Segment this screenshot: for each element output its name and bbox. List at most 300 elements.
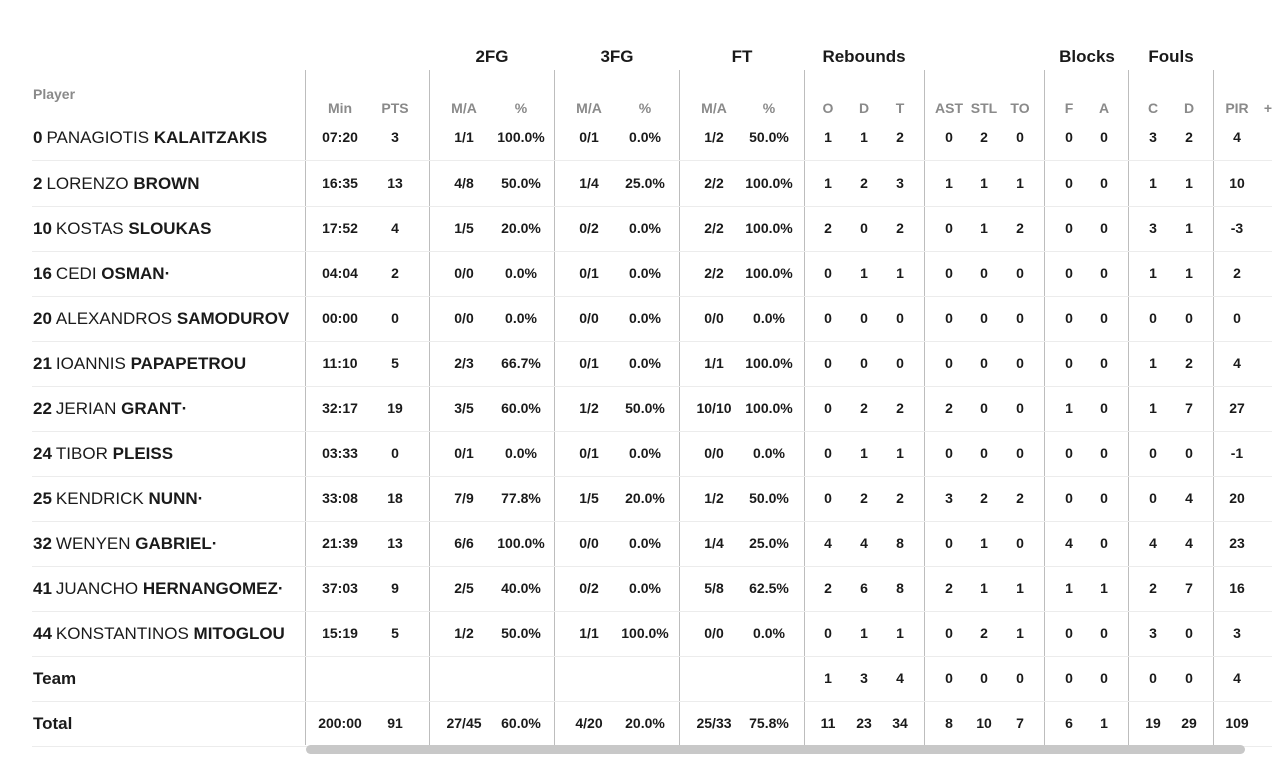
player-name-link[interactable] bbox=[33, 251, 170, 296]
player-number: 25 bbox=[33, 489, 52, 508]
stat-cell: 1 bbox=[1016, 175, 1024, 191]
stat-cell: 100.0% bbox=[745, 175, 793, 191]
stat-cell: 2/3 bbox=[454, 355, 474, 371]
stat-cell: 50.0% bbox=[749, 129, 789, 145]
stat-cell: 03:33 bbox=[322, 445, 358, 461]
stat-cell: 0.0% bbox=[753, 445, 785, 461]
starter-marker: · bbox=[164, 264, 171, 283]
stat-cell: 2 bbox=[980, 129, 988, 145]
stat-cell: 0.0% bbox=[753, 625, 785, 641]
stat-cell: 0 bbox=[824, 355, 832, 371]
player-name-link[interactable] bbox=[33, 296, 289, 341]
stat-cell: 0 bbox=[824, 310, 832, 326]
stat-cell: 10 bbox=[976, 715, 992, 731]
stat-cell: 0 bbox=[1065, 265, 1073, 281]
stat-cell: 3 bbox=[1233, 625, 1241, 641]
team-row bbox=[32, 656, 1272, 702]
stat-cell: 1 bbox=[980, 535, 988, 551]
stat-cell: 4 bbox=[1233, 670, 1241, 686]
stat-cell: 100.0% bbox=[745, 220, 793, 236]
stat-cell: 100.0% bbox=[497, 535, 545, 551]
stat-cell: 1 bbox=[1185, 175, 1193, 191]
stat-cell: 1 bbox=[860, 129, 868, 145]
stat-cell: 3 bbox=[1149, 129, 1157, 145]
stat-cell: 2 bbox=[945, 580, 953, 596]
stat-cell: 1 bbox=[896, 445, 904, 461]
stat-cell: 1 bbox=[1185, 265, 1193, 281]
horizontal-scrollbar[interactable] bbox=[306, 745, 1245, 754]
player-last-name: HERNANGOMEZ bbox=[142, 579, 278, 598]
stat-cell: 4 bbox=[1233, 129, 1241, 145]
player-name-link[interactable] bbox=[33, 206, 211, 251]
player-last-name: BROWN bbox=[133, 174, 200, 193]
column-header: AST bbox=[935, 100, 963, 116]
stat-cell: -1 bbox=[1230, 445, 1244, 461]
column-header: F bbox=[1064, 100, 1074, 116]
stat-cell: 0 bbox=[1100, 175, 1108, 191]
stat-cell: 109 bbox=[1225, 715, 1249, 731]
stat-cell: 4 bbox=[1065, 535, 1073, 551]
stat-cell: 0 bbox=[945, 445, 953, 461]
group-header-fouls: Fouls bbox=[1148, 47, 1194, 66]
stat-cell: 4 bbox=[1185, 535, 1193, 551]
stat-cell: 0 bbox=[1100, 129, 1108, 145]
player-number: 22 bbox=[33, 399, 52, 418]
player-number: 21 bbox=[33, 354, 52, 373]
stat-cell: 0 bbox=[860, 355, 868, 371]
stat-cell: 1 bbox=[1149, 355, 1157, 371]
stat-cell: 0 bbox=[1149, 670, 1157, 686]
stat-cell: 0 bbox=[980, 670, 988, 686]
stat-cell: 0 bbox=[1016, 355, 1024, 371]
stat-cell: 0 bbox=[1065, 670, 1073, 686]
stat-cell: 0 bbox=[1016, 265, 1024, 281]
stat-cell: 0 bbox=[824, 265, 832, 281]
stat-cell: 0 bbox=[1233, 310, 1241, 326]
player-number: 41 bbox=[33, 579, 52, 598]
stat-cell: 0/1 bbox=[579, 445, 599, 461]
stat-cell: 7 bbox=[1185, 580, 1193, 596]
stat-cell: 0 bbox=[980, 310, 988, 326]
stat-cell: 25/33 bbox=[696, 715, 732, 731]
player-last-name: PAPAPETROU bbox=[130, 354, 247, 373]
stat-cell: 0.0% bbox=[505, 265, 537, 281]
stat-cell: 50.0% bbox=[501, 175, 541, 191]
stat-cell: 2/2 bbox=[704, 265, 724, 281]
stat-cell: 1 bbox=[1149, 400, 1157, 416]
table-row bbox=[32, 431, 1272, 477]
stat-cell: 0.0% bbox=[629, 445, 661, 461]
stat-cell: 40.0% bbox=[501, 580, 541, 596]
stat-cell: 2 bbox=[980, 490, 988, 506]
player-first-name: WENYEN bbox=[55, 534, 131, 553]
stat-cell: 0 bbox=[945, 265, 953, 281]
stat-cell: 100.0% bbox=[745, 400, 793, 416]
stat-cell: 2 bbox=[945, 400, 953, 416]
stat-cell: 0 bbox=[945, 670, 953, 686]
stat-cell: 2 bbox=[896, 220, 904, 236]
player-first-name: PANAGIOTIS bbox=[46, 128, 150, 147]
stat-cell: 4 bbox=[860, 535, 868, 551]
player-number: 10 bbox=[33, 219, 52, 238]
stat-cell: 1/4 bbox=[704, 535, 724, 551]
player-last-name: SAMODUROV bbox=[176, 309, 290, 328]
stat-cell: 0 bbox=[1065, 129, 1073, 145]
stat-cell: 0 bbox=[1100, 310, 1108, 326]
table-row bbox=[32, 611, 1272, 657]
player-name-link[interactable] bbox=[33, 566, 284, 611]
stat-cell: 33:08 bbox=[322, 490, 358, 506]
player-last-name: KALAITZAKIS bbox=[153, 128, 268, 147]
stat-cell: 3 bbox=[945, 490, 953, 506]
stat-cell: 2 bbox=[1016, 490, 1024, 506]
stat-cell: 19 bbox=[1145, 715, 1161, 731]
team-label: Team bbox=[33, 669, 77, 688]
column-header: D bbox=[1183, 100, 1195, 116]
group-header-3fg: 3FG bbox=[600, 47, 634, 66]
starter-marker: · bbox=[197, 489, 204, 508]
table-row bbox=[32, 476, 1272, 522]
stat-cell: 5 bbox=[391, 355, 399, 371]
stat-cell: 07:20 bbox=[322, 129, 358, 145]
stat-cell: 1 bbox=[1016, 625, 1024, 641]
group-header-rebounds: Rebounds bbox=[822, 47, 906, 66]
stat-cell: 0 bbox=[1100, 670, 1108, 686]
stat-cell: 3/5 bbox=[454, 400, 474, 416]
stat-cell: 29 bbox=[1181, 715, 1197, 731]
stat-cell: 0 bbox=[1149, 490, 1157, 506]
column-header: C bbox=[1147, 100, 1159, 116]
stat-cell: 23 bbox=[856, 715, 872, 731]
stat-cell: 77.8% bbox=[501, 490, 541, 506]
stat-cell: 66.7% bbox=[501, 355, 541, 371]
stat-cell: 0.0% bbox=[505, 310, 537, 326]
stat-cell: 1 bbox=[980, 175, 988, 191]
stat-cell: 19 bbox=[387, 400, 403, 416]
player-number: 2 bbox=[33, 174, 43, 193]
player-last-name: PLEISS bbox=[112, 444, 174, 463]
stat-cell: 1 bbox=[1065, 400, 1073, 416]
stat-cell: 23 bbox=[1229, 535, 1245, 551]
column-header: O bbox=[822, 100, 834, 116]
stat-cell: 0 bbox=[1065, 310, 1073, 326]
stat-cell: 100.0% bbox=[497, 129, 545, 145]
stat-cell: 4/8 bbox=[454, 175, 474, 191]
stat-cell: 10/10 bbox=[696, 400, 732, 416]
stat-cell: 62.5% bbox=[749, 580, 789, 596]
column-header: A bbox=[1098, 100, 1110, 116]
stat-cell: 11:10 bbox=[322, 355, 358, 371]
stat-cell: 2 bbox=[860, 400, 868, 416]
stat-cell: 2 bbox=[1233, 265, 1241, 281]
stat-cell: 1 bbox=[980, 580, 988, 596]
player-first-name: KOSTAS bbox=[55, 219, 124, 238]
column-header: % bbox=[762, 100, 776, 116]
stat-cell: 0 bbox=[1100, 490, 1108, 506]
player-last-name: GABRIEL bbox=[135, 534, 212, 553]
group-header-ft: FT bbox=[731, 47, 753, 66]
stat-cell: 4 bbox=[1233, 355, 1241, 371]
stat-cell: 3 bbox=[896, 175, 904, 191]
stat-cell: 0 bbox=[391, 310, 399, 326]
stat-cell: 18 bbox=[387, 490, 403, 506]
stat-cell: 37:03 bbox=[322, 580, 358, 596]
stat-cell: -3 bbox=[1230, 220, 1244, 236]
stat-cell: 50.0% bbox=[749, 490, 789, 506]
stat-cell: 100.0% bbox=[745, 265, 793, 281]
stat-cell: 0 bbox=[1065, 220, 1073, 236]
stat-cell: 3 bbox=[1149, 220, 1157, 236]
stat-cell: 0/0 bbox=[454, 265, 474, 281]
column-header: + bbox=[1263, 100, 1273, 116]
stat-cell: 0 bbox=[980, 400, 988, 416]
stat-cell: 0 bbox=[1149, 310, 1157, 326]
player-name-link[interactable] bbox=[33, 521, 217, 566]
stat-cell: 0 bbox=[1100, 265, 1108, 281]
stat-cell: 16:35 bbox=[322, 175, 358, 191]
stat-cell: 04:04 bbox=[322, 265, 358, 281]
stat-cell: 20.0% bbox=[625, 490, 665, 506]
stat-cell: 1 bbox=[824, 670, 832, 686]
player-name-link[interactable] bbox=[33, 341, 246, 386]
table-row bbox=[32, 341, 1272, 387]
stat-cell: 0 bbox=[860, 220, 868, 236]
stat-cell: 7/9 bbox=[454, 490, 474, 506]
starter-marker: · bbox=[277, 579, 284, 598]
stat-cell: 100.0% bbox=[745, 355, 793, 371]
player-first-name: IOANNIS bbox=[55, 354, 126, 373]
stat-cell: 2 bbox=[896, 490, 904, 506]
player-last-name: GRANT bbox=[121, 399, 182, 418]
player-name-link[interactable] bbox=[33, 431, 173, 476]
stat-cell: 50.0% bbox=[501, 625, 541, 641]
stat-cell: 1 bbox=[860, 265, 868, 281]
stat-cell: 4 bbox=[1149, 535, 1157, 551]
stat-cell: 1/1 bbox=[454, 129, 474, 145]
starter-marker: · bbox=[211, 534, 218, 553]
stat-cell: 0.0% bbox=[629, 310, 661, 326]
stat-cell: 27 bbox=[1229, 400, 1245, 416]
stat-cell: 0 bbox=[824, 625, 832, 641]
stat-cell: 0 bbox=[1100, 400, 1108, 416]
stat-cell: 9 bbox=[391, 580, 399, 596]
stat-cell: 0 bbox=[980, 445, 988, 461]
player-last-name: MITOGLOU bbox=[193, 624, 285, 643]
stat-cell: 60.0% bbox=[501, 400, 541, 416]
stat-cell: 5/8 bbox=[704, 580, 724, 596]
stat-cell: 0 bbox=[1016, 670, 1024, 686]
stat-cell: 1 bbox=[896, 625, 904, 641]
stat-cell: 25.0% bbox=[625, 175, 665, 191]
stat-cell: 4/20 bbox=[575, 715, 603, 731]
stat-cell: 0 bbox=[945, 220, 953, 236]
stat-cell: 8 bbox=[896, 580, 904, 596]
stat-cell: 0 bbox=[860, 310, 868, 326]
stat-cell: 1/4 bbox=[579, 175, 599, 191]
column-header: Min bbox=[327, 100, 353, 116]
stat-cell: 13 bbox=[387, 535, 403, 551]
stat-cell: 1 bbox=[1016, 580, 1024, 596]
table-row bbox=[32, 386, 1272, 432]
stat-cell: 2 bbox=[391, 265, 399, 281]
stat-cell: 0 bbox=[824, 490, 832, 506]
stat-cell: 0 bbox=[896, 355, 904, 371]
player-number: 16 bbox=[33, 264, 52, 283]
player-header: Player bbox=[33, 86, 76, 102]
table-row bbox=[32, 206, 1272, 252]
stat-cell: 0 bbox=[896, 310, 904, 326]
stat-cell: 0.0% bbox=[629, 580, 661, 596]
stat-cell: 20 bbox=[1229, 490, 1245, 506]
stat-cell: 0 bbox=[1065, 445, 1073, 461]
stat-cell: 2 bbox=[1149, 580, 1157, 596]
column-header: PIR bbox=[1225, 100, 1249, 116]
player-first-name: JERIAN bbox=[55, 399, 117, 418]
stat-cell: 0/1 bbox=[454, 445, 474, 461]
stat-cell: 2 bbox=[1185, 129, 1193, 145]
stat-cell: 0 bbox=[1065, 355, 1073, 371]
stat-cell: 1/1 bbox=[704, 355, 724, 371]
total-row bbox=[32, 701, 1272, 747]
table-row bbox=[32, 521, 1272, 567]
stat-cell: 0 bbox=[1100, 535, 1108, 551]
column-header: M/A bbox=[451, 100, 477, 116]
stat-cell: 27/45 bbox=[446, 715, 482, 731]
player-number: 20 bbox=[33, 309, 52, 328]
player-name-link[interactable] bbox=[33, 115, 267, 160]
stat-cell: 20.0% bbox=[501, 220, 541, 236]
stat-cell: 1 bbox=[945, 175, 953, 191]
stat-cell: 0 bbox=[1100, 220, 1108, 236]
stat-cell: 0 bbox=[980, 265, 988, 281]
stat-cell: 0/0 bbox=[704, 625, 724, 641]
column-header: T bbox=[895, 100, 905, 116]
stat-cell: 0 bbox=[1185, 625, 1193, 641]
stat-cell: 0 bbox=[1185, 310, 1193, 326]
stat-cell: 4 bbox=[824, 535, 832, 551]
player-number: 24 bbox=[33, 444, 52, 463]
stat-cell: 0 bbox=[945, 355, 953, 371]
stat-cell: 1 bbox=[1100, 580, 1108, 596]
player-name-link[interactable] bbox=[33, 386, 187, 431]
column-header: D bbox=[858, 100, 870, 116]
stat-cell: 0.0% bbox=[505, 445, 537, 461]
stat-cell: 4 bbox=[391, 220, 399, 236]
stat-cell: 2 bbox=[1016, 220, 1024, 236]
table-row bbox=[32, 296, 1272, 342]
stat-cell: 3 bbox=[860, 670, 868, 686]
stat-cell: 1 bbox=[860, 625, 868, 641]
stat-cell: 0 bbox=[1016, 310, 1024, 326]
stat-cell: 0 bbox=[980, 355, 988, 371]
stat-cell: 6 bbox=[860, 580, 868, 596]
player-first-name: JUANCHO bbox=[55, 579, 139, 598]
stat-cell: 0/0 bbox=[579, 535, 599, 551]
group-header-blocks: Blocks bbox=[1059, 47, 1115, 66]
group-header-2fg: 2FG bbox=[475, 47, 509, 66]
stat-cell: 1 bbox=[1149, 265, 1157, 281]
stat-cell: 0/0 bbox=[704, 310, 724, 326]
stat-cell: 2 bbox=[860, 490, 868, 506]
stat-cell: 0/1 bbox=[579, 355, 599, 371]
stat-cell: 0 bbox=[1065, 175, 1073, 191]
stat-cell: 21:39 bbox=[322, 535, 358, 551]
stat-cell: 17:52 bbox=[322, 220, 358, 236]
stat-cell: 0/2 bbox=[579, 580, 599, 596]
stat-cell: 0 bbox=[945, 535, 953, 551]
stat-cell: 0 bbox=[945, 310, 953, 326]
stat-cell: 7 bbox=[1185, 400, 1193, 416]
stat-cell: 1/2 bbox=[579, 400, 599, 416]
stat-cell: 10 bbox=[1229, 175, 1245, 191]
stat-cell: 0/1 bbox=[579, 265, 599, 281]
stat-cell: 0 bbox=[1100, 355, 1108, 371]
stat-cell: 7 bbox=[1016, 715, 1024, 731]
total-label: Total bbox=[33, 714, 73, 733]
stat-cell: 0 bbox=[945, 625, 953, 641]
stat-cell: 0 bbox=[1100, 625, 1108, 641]
stat-cell: 1 bbox=[1100, 715, 1108, 731]
stat-cell: 1 bbox=[1185, 220, 1193, 236]
stat-cell: 00:00 bbox=[322, 310, 358, 326]
stat-cell: 0/0 bbox=[454, 310, 474, 326]
stat-cell: 75.8% bbox=[749, 715, 789, 731]
stat-cell: 1/2 bbox=[454, 625, 474, 641]
stat-cell: 0 bbox=[1185, 445, 1193, 461]
player-last-name: SLOUKAS bbox=[128, 219, 212, 238]
stat-cell: 1 bbox=[1065, 580, 1073, 596]
stat-cell: 6/6 bbox=[454, 535, 474, 551]
stat-cell: 0.0% bbox=[629, 129, 661, 145]
stat-cell: 0 bbox=[1100, 445, 1108, 461]
player-name-link[interactable] bbox=[33, 161, 200, 206]
stat-cell: 32:17 bbox=[322, 400, 358, 416]
stat-cell: 1 bbox=[896, 265, 904, 281]
stat-cell: 0 bbox=[1149, 445, 1157, 461]
stat-cell: 0 bbox=[1065, 625, 1073, 641]
stat-cell: 0/2 bbox=[579, 220, 599, 236]
stat-cell: 2 bbox=[824, 220, 832, 236]
stat-cell: 0/0 bbox=[579, 310, 599, 326]
column-header: M/A bbox=[576, 100, 602, 116]
stat-cell: 20.0% bbox=[625, 715, 665, 731]
stat-cell: 1/1 bbox=[579, 625, 599, 641]
stat-cell: 8 bbox=[945, 715, 953, 731]
player-last-name: NUNN bbox=[148, 489, 198, 508]
stat-cell: 0.0% bbox=[753, 310, 785, 326]
stat-cell: 1 bbox=[824, 129, 832, 145]
stat-cell: 0/0 bbox=[704, 445, 724, 461]
stat-cell: 0 bbox=[824, 400, 832, 416]
stat-cell: 16 bbox=[1229, 580, 1245, 596]
table-row bbox=[32, 251, 1272, 297]
stat-cell: 1 bbox=[860, 445, 868, 461]
stat-cell: 0.0% bbox=[629, 265, 661, 281]
stat-cell: 3 bbox=[391, 129, 399, 145]
stat-cell: 3 bbox=[1149, 625, 1157, 641]
player-first-name: LORENZO bbox=[46, 174, 129, 193]
player-name-link[interactable] bbox=[33, 476, 203, 521]
stat-cell: 0 bbox=[824, 445, 832, 461]
stat-cell: 2/2 bbox=[704, 175, 724, 191]
stat-cell: 0 bbox=[1065, 490, 1073, 506]
stat-cell: 2 bbox=[896, 400, 904, 416]
stat-cell: 8 bbox=[896, 535, 904, 551]
player-name-link[interactable] bbox=[33, 611, 285, 656]
stat-cell: 0 bbox=[1016, 400, 1024, 416]
stat-cell: 2 bbox=[860, 175, 868, 191]
stat-cell: 0 bbox=[1016, 129, 1024, 145]
